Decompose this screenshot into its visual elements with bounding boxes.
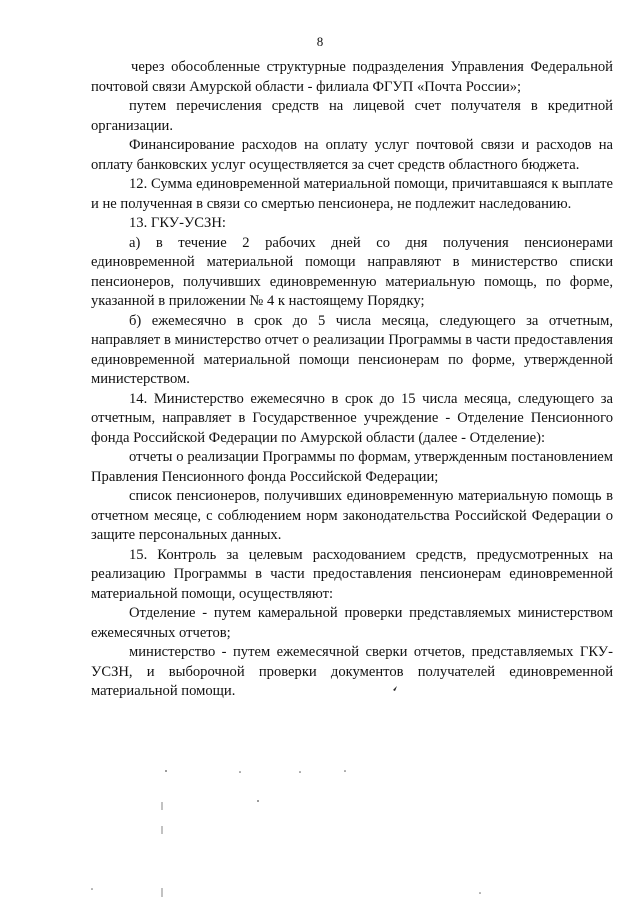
paragraph-clause-15: 15. Контроль за целевым расходованием средств, предусмотренных на реализацию Программы в части предоставления пенсионерам единовременной материальной помощи, осуществляют: xyxy=(91,546,613,602)
page-number: 8 xyxy=(316,34,324,49)
paragraph-delivery-post: через обособленные структурные подразделения Управления Федеральной почтовой связи Амурской области - филиала ФГУП «Почта России»; xyxy=(91,59,613,95)
paragraph-clause-13-heading: 13. ГКУ-УСЗН: xyxy=(129,215,226,231)
scan-dot xyxy=(91,888,93,890)
document-body xyxy=(91,58,613,702)
scan-dot xyxy=(257,800,259,802)
scan-dot xyxy=(165,770,167,772)
paragraph-clause-14-list: список пенсионеров, получивших единовременную материальную помощь в отчетном месяце, с соблюдением норм законодательства Российской Федерации о защите персональных данных. xyxy=(91,488,613,543)
paragraph-clause-14: 14. Министерство ежемесячно в срок до 15 числа месяца, следующего за отчетным, направляет в Государственное учреждение - Отделение Пенсионного фонда Российской Федерации по Амурской области (далее - Отделение): xyxy=(91,390,613,446)
paragraph-delivery-bank: путем перечисления средств на лицевой счет получателя в кредитной организации. xyxy=(91,98,613,134)
paragraph-clause-15-ministry: министерство - путем ежемесячной сверки отчетов, представляемых ГКУ-УСЗН, и выборочной проверки документов получателей единовременной материальной помощи. xyxy=(91,644,613,699)
scan-dot xyxy=(344,770,346,772)
scan-dot xyxy=(239,771,241,773)
paragraph-clause-13a: а) в течение 2 рабочих дней со дня получения пенсионерами единовременной материальной помощи направляют в министерство списки пенсионеров, получивших единовременную материальную помощь, по форме, указанной в приложении № 4 к настоящему Порядку; xyxy=(91,234,613,309)
paragraph-financing: Финансирование расходов на оплату услуг почтовой связи и расходов на оплату банковских услуг осуществляется за счет средств областного бюджета. xyxy=(91,137,613,173)
paragraph-clause-13b: б) ежемесячно в срок до 5 числа месяца, следующего за отчетным, направляет в министерство отчет о реализации Программы в части предоставления единовременной материальной помощи пенсионерам по форме, утвержденной министерством. xyxy=(91,312,613,387)
scan-dot xyxy=(479,892,481,894)
scan-dot xyxy=(299,771,301,773)
paragraph-clause-14-reports: отчеты о реализации Программы по формам, утвержденным постановлением Правления Пенсионного фонда Российской Федерации; xyxy=(91,449,613,485)
paragraph-clause-12: 12. Сумма единовременной материальной помощи, причитавшаяся к выплате и не полученная в связи со смертью пенсионера, не подлежит наследованию. xyxy=(91,176,613,212)
paragraph-clause-15-department: Отделение - путем камеральной проверки представляемых министерством ежемесячных отчетов; xyxy=(91,605,613,641)
